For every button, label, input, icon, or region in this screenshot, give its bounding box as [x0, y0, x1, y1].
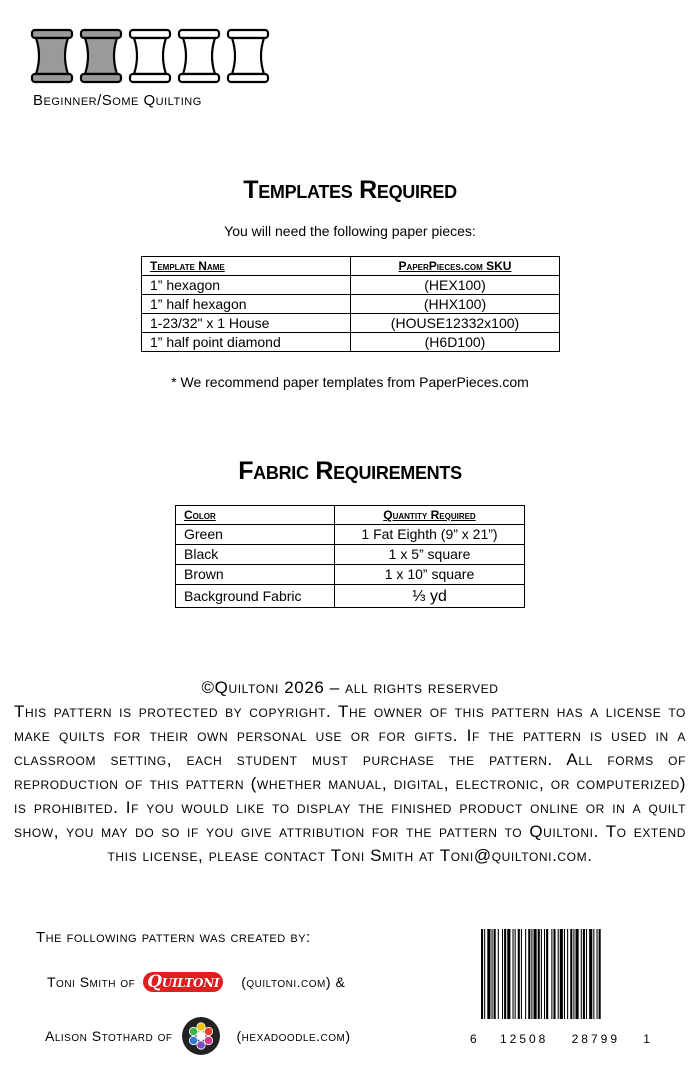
fabric-color: Brown [176, 565, 335, 585]
skill-level-label: Beginner/Some Quilting [33, 92, 202, 109]
fabric-header-qty: Quantity Required [335, 506, 525, 525]
table-row [142, 333, 560, 352]
templates-header-sku: PaperPieces.com SKU [351, 257, 560, 276]
barcode-digits [470, 1032, 650, 1046]
template-sku: (HOUSE12332x100) [351, 314, 560, 333]
fabric-color: Black [176, 545, 335, 565]
credit-alison-name: Alison Stothard of [45, 1028, 173, 1044]
barcode-digit-last: 1 [643, 1032, 650, 1046]
barcode-digit-left: 12508 [499, 1032, 549, 1046]
credit-toni [47, 972, 345, 992]
credit-alison [45, 1016, 351, 1056]
template-name: 1” half point diamond [142, 333, 351, 352]
template-sku: (HHX100) [351, 295, 560, 314]
quiltoni-logo: Quiltoni [143, 972, 223, 992]
table-row [142, 314, 560, 333]
template-sku: (H6D100) [351, 333, 560, 352]
spool-filled-icon [29, 28, 75, 84]
template-name: 1” half hexagon [142, 295, 351, 314]
table-row [176, 585, 525, 608]
credit-toni-site: (quiltoni.com) & [241, 974, 346, 990]
templates-table [141, 256, 560, 352]
template-name: 1-23/32" x 1 House [142, 314, 351, 333]
fabric-header-color: Color [176, 506, 335, 525]
credit-alison-site: (hexadoodle.com) [236, 1028, 351, 1044]
spool-empty-icon [176, 28, 222, 84]
table-row [142, 276, 560, 295]
table-row [176, 565, 525, 585]
table-row [176, 525, 525, 545]
credits-heading: The following pattern was created by: [36, 929, 311, 946]
fabric-qty: 1 x 5” square [335, 545, 525, 565]
table-row [176, 545, 525, 565]
template-name: 1” hexagon [142, 276, 351, 295]
table-row [142, 295, 560, 314]
spool-empty-icon [127, 28, 173, 84]
copyright-heading: ©Quiltoni 2026 – all rights reserved [201, 678, 499, 697]
templates-note: * We recommend paper templates from PaperPieces.com [171, 374, 529, 390]
templates-intro: You will need the following paper pieces: [224, 223, 476, 239]
skill-level-spools [29, 28, 271, 84]
barcode-digit-right: 28799 [571, 1032, 620, 1046]
barcode-digit-first: 6 [470, 1032, 477, 1046]
fabric-title: Fabric Requirements [238, 457, 462, 485]
copyright-block [14, 676, 686, 868]
fabric-table [175, 505, 525, 608]
templates-header-name: Template Name [142, 257, 351, 276]
fabric-qty: ⅓ yd [335, 585, 525, 608]
template-sku: (HEX100) [351, 276, 560, 295]
barcode-icon [480, 929, 645, 1019]
spool-filled-icon [78, 28, 124, 84]
templates-title: Templates Required [243, 176, 457, 204]
hexadoodle-logo-icon [181, 1016, 221, 1056]
fabric-color: Background Fabric [176, 585, 335, 608]
copyright-body: This pattern is protected by copyright. The owner of this pattern has a license to make quilts for their own personal use or for gifts. If the pattern is used in a classroom setting, each student must purchase the pattern. All forms of reproduction of this pattern (whether manual, digital, electronic, or computerized) is prohibited. If you would like to display the finished product online or in a quilt show, you may do so if you give attribution for the pattern to Quiltoni. To extend this license, please contact Toni Smith at Toni@quiltoni.com. [14, 702, 686, 865]
fabric-qty: 1 x 10” square [335, 565, 525, 585]
credit-toni-name: Toni Smith of [47, 974, 136, 990]
fabric-qty: 1 Fat Eighth (9” x 21”) [335, 525, 525, 545]
fabric-color: Green [176, 525, 335, 545]
spool-empty-icon [225, 28, 271, 84]
